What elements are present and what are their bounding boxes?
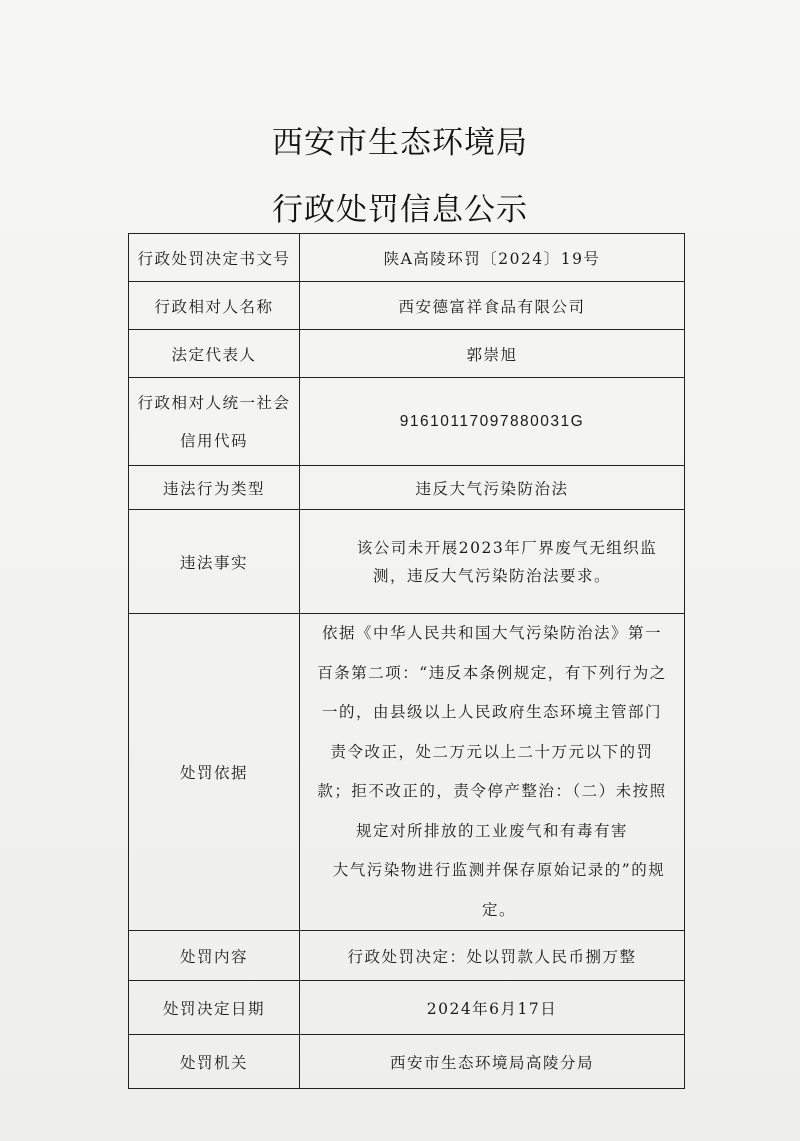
- table-row-penalty-basis: [129, 614, 685, 931]
- table-row-credit-code: [129, 378, 685, 466]
- penalty-content-label: 处罚内容: [129, 931, 300, 981]
- penalty-basis-text-tail: 大气污染物进行监测并保存原始记录的”的规定。: [332, 861, 666, 919]
- credit-code-value: 91610117097880031G: [300, 378, 685, 466]
- violation-facts-label: 违法事实: [129, 510, 300, 614]
- legal-rep-label: 法定代表人: [129, 330, 300, 378]
- credit-code-label-line2: 信用代码: [179, 431, 248, 450]
- party-name-label: 行政相对人名称: [129, 282, 300, 330]
- table-row-legal-rep: [129, 330, 685, 378]
- penalty-basis-label: 处罚依据: [129, 614, 300, 931]
- table-row-decision-date: [129, 981, 685, 1035]
- table-row-authority: [129, 1035, 685, 1089]
- penalty-info-table: [128, 233, 685, 1089]
- penalty-content-value: 行政处罚决定：处以罚款人民币捌万整: [300, 931, 685, 981]
- table-row-violation-type: [129, 466, 685, 510]
- decision-date-value: 2024年6月17日: [300, 981, 685, 1035]
- violation-facts-text: 该公司未开展2023年厂界废气无组织监测，违反大气污染防治法要求。: [356, 538, 658, 585]
- penalty-basis-value: [300, 614, 685, 931]
- violation-facts-value: [300, 510, 685, 614]
- credit-code-label: [129, 378, 300, 466]
- penalty-basis-text: 依据《中华人民共和国大气污染防治法》第一百条第二项：“违反本条例规定，有下列行为之一的，由县级以上人民政府生态环境主管部门责令改正，处二万元以上二十万元以下的罚款；拒不改正的，责令停产整治：（二）未按照规定对所排放的工业废气和有毒有害: [317, 624, 667, 840]
- decision-no-label: 行政处罚决定书文号: [129, 234, 300, 282]
- document-title-agency: 西安市生态环境局: [272, 125, 528, 161]
- violation-type-label: 违法行为类型: [129, 466, 300, 510]
- table-row-decision-no: [129, 234, 685, 282]
- table-row-party-name: [129, 282, 685, 330]
- table-row-penalty-content: [129, 931, 685, 981]
- authority-label: 处罚机关: [129, 1035, 300, 1089]
- table-row-violation-facts: [129, 510, 685, 614]
- party-name-value: 西安德富祥食品有限公司: [300, 282, 685, 330]
- violation-type-value: 违反大气污染防治法: [300, 466, 685, 510]
- document-title-notice: 行政处罚信息公示: [272, 192, 528, 228]
- decision-no-value: 陕A高陵环罚〔2024〕19号: [300, 234, 685, 282]
- credit-code-label-line1: 行政相对人统一社会: [137, 393, 291, 412]
- decision-date-label: 处罚决定日期: [129, 981, 300, 1035]
- legal-rep-value: 郭崇旭: [300, 330, 685, 378]
- authority-value: 西安市生态环境局高陵分局: [300, 1035, 685, 1089]
